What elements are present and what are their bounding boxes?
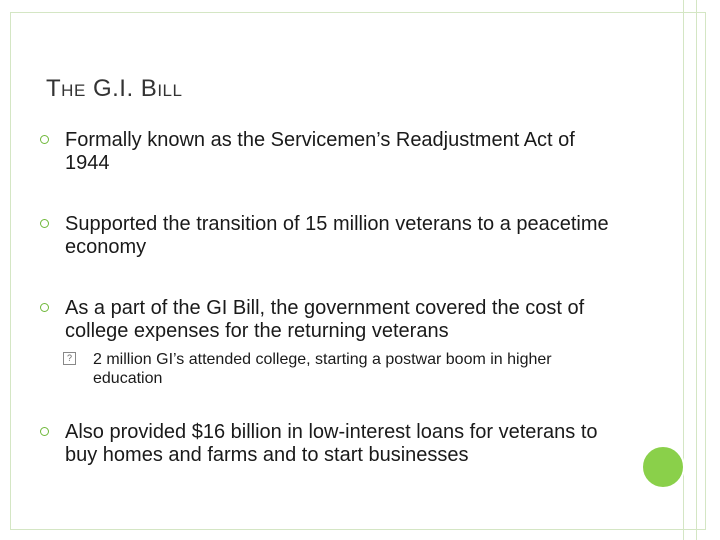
- bullet-item: [40, 129, 620, 175]
- bullet-text: Also provided $16 billion in low-interest loans for veterans to buy homes and farms and to start businesses: [65, 421, 598, 466]
- bullet-text: As a part of the GI Bill, the government covered the cost of college expenses for the returning veterans: [65, 297, 585, 342]
- green-dot-icon: [641, 445, 685, 489]
- title-part: HE: [61, 81, 86, 100]
- right-decorative-rail: [683, 0, 697, 540]
- bullet-item: [40, 421, 620, 467]
- bullet-item: [40, 213, 620, 259]
- bullet-text: Formally known as the Servicemen’s Readjustment Act of 1944: [65, 129, 575, 174]
- title-part: ILL: [157, 81, 183, 100]
- slide-title: [46, 75, 182, 103]
- bullet-item: [40, 297, 620, 343]
- hollow-circle-icon: [40, 219, 49, 228]
- sub-bullet-text: 2 million GI’s attended college, starting a postwar boom in higher education: [93, 351, 552, 387]
- hollow-circle-icon: [40, 303, 49, 312]
- sub-bullet-item: [63, 350, 623, 388]
- square-placeholder-icon: ?: [63, 352, 76, 365]
- bullet-text: Supported the transition of 15 million veterans to a peacetime economy: [65, 213, 609, 258]
- title-part: T: [46, 75, 62, 102]
- hollow-circle-icon: [40, 427, 49, 436]
- title-part: G.I. B: [85, 75, 158, 102]
- hollow-circle-icon: [40, 135, 49, 144]
